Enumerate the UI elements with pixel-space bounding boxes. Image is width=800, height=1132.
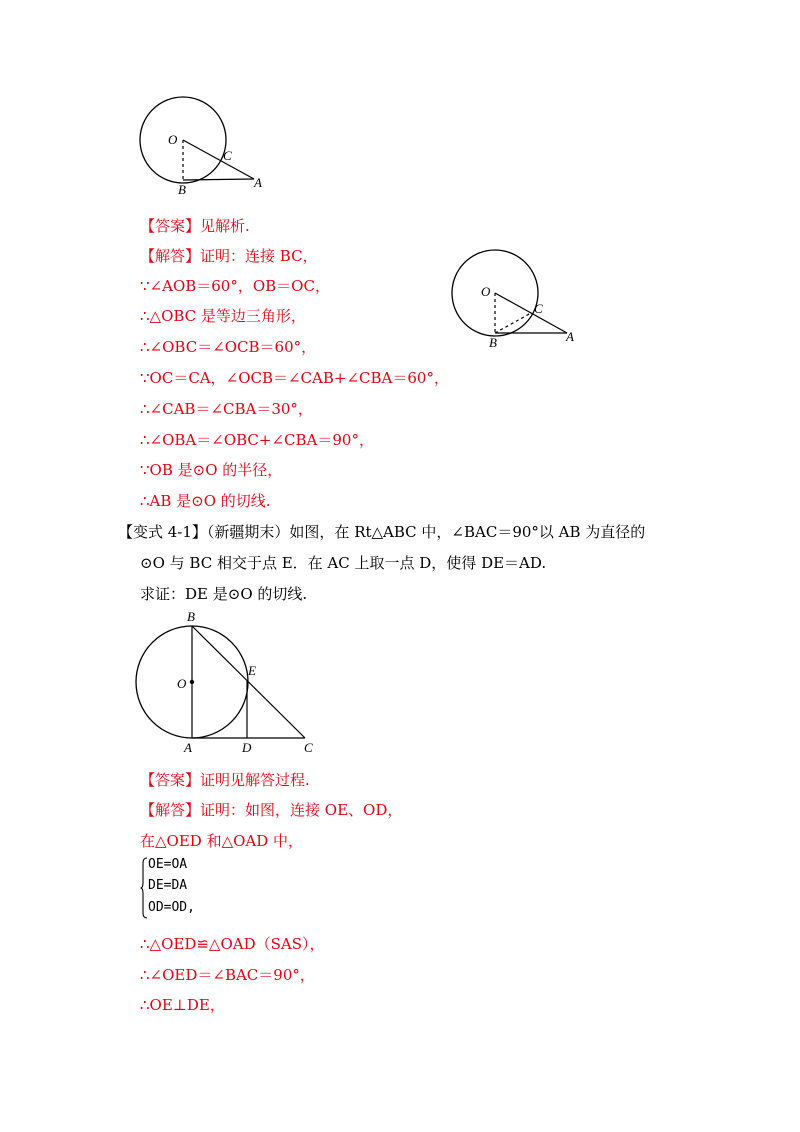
step-2-3: ∴OE⊥DE， xyxy=(140,996,225,1014)
equation-2: DE=DA xyxy=(148,878,188,893)
label-o: O xyxy=(177,676,187,691)
answer-2: 【答案】证明见解答过程. xyxy=(140,771,310,789)
analysis-1: 【解答】证明：连接 BC， xyxy=(140,247,318,265)
label-b: B xyxy=(489,335,497,350)
label-c: C xyxy=(534,301,543,316)
label-a: A xyxy=(254,175,262,190)
label-d: D xyxy=(242,740,252,755)
segment-ba xyxy=(183,179,254,180)
step-2-2: ∴∠OED＝∠BAC＝90°， xyxy=(140,966,315,984)
figure-circle-tangent-1 xyxy=(130,92,280,202)
label-b: B xyxy=(187,609,195,624)
label-a: A xyxy=(566,329,574,344)
figure-right-triangle-circle xyxy=(130,605,330,755)
label-o: O xyxy=(481,284,491,299)
step-1-7: ∵OB 是⊙O 的半径， xyxy=(140,461,283,479)
label-a: A xyxy=(184,740,192,755)
figure-circle-tangent-2 xyxy=(445,245,595,355)
segment-bc xyxy=(192,626,305,738)
equation-1: OE=OA xyxy=(148,857,188,872)
analysis-2: 【解答】证明：如图，连接 OE、OD， xyxy=(140,801,403,819)
intro-2: 在△OED 和△OAD 中， xyxy=(140,832,304,850)
label-c: C xyxy=(304,740,313,755)
label-e: E xyxy=(248,663,256,678)
step-1-5: ∴∠CAB＝∠CBA＝30°， xyxy=(140,400,313,418)
problem-line-2: ⊙O 与 BC 相交于点 E．在 AC 上取一点 D，使得 DE＝AD. xyxy=(140,554,547,572)
label-b: B xyxy=(178,182,186,197)
problem-line-3: 求证：DE 是⊙O 的切线. xyxy=(140,585,308,603)
step-1-8: ∴AB 是⊙O 的切线. xyxy=(140,492,271,510)
label-c: C xyxy=(223,148,232,163)
step-1-2: ∴△OBC 是等边三角形， xyxy=(140,307,306,325)
segment-oa xyxy=(183,140,254,179)
step-1-6: ∴∠OBA＝∠OBC+∠CBA＝90°， xyxy=(140,431,374,449)
point-o xyxy=(190,680,194,684)
left-brace-icon xyxy=(140,857,148,919)
problem-line-1: 【变式 4-1】（新疆期末）如图，在 Rt△ABC 中，∠BAC＝90°以 AB 为直径的 xyxy=(118,523,646,541)
answer-1: 【答案】见解析. xyxy=(140,217,250,235)
step-1-4: ∵OC＝CA，∠OCB＝∠CAB+∠CBA＝60°， xyxy=(140,369,449,387)
step-2-1: ∴△OED≌△OAD（SAS）， xyxy=(140,935,325,953)
equation-3: OD=OD, xyxy=(148,900,195,915)
step-1-3: ∴∠OBC＝∠OCB＝60°， xyxy=(140,338,317,356)
step-1-1: ∵∠AOB＝60°，OB＝OC， xyxy=(140,277,330,295)
label-o: O xyxy=(168,132,178,147)
